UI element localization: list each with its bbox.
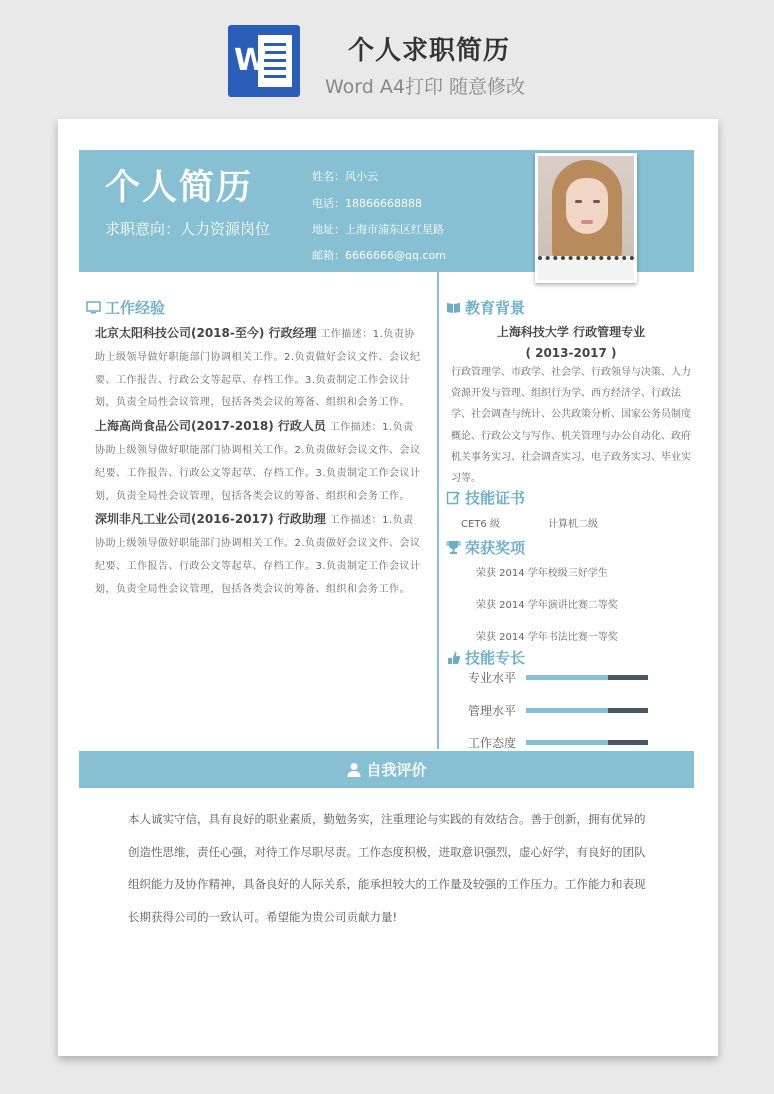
work-item bbox=[95, 322, 423, 415]
skill-bar bbox=[526, 708, 648, 713]
work-list bbox=[95, 322, 423, 602]
trophy-icon bbox=[446, 540, 461, 555]
cert-item: CET6 级 bbox=[461, 519, 500, 530]
award-item: 荣获 2014 学年校级三好学生 bbox=[476, 568, 608, 579]
resume-title: 个人简历 bbox=[105, 168, 254, 208]
edit-icon bbox=[446, 490, 461, 505]
info-email: 邮箱：6666666@qq.com bbox=[312, 249, 446, 262]
section-title-awards: 荣获奖项 bbox=[446, 537, 525, 558]
resume-page bbox=[58, 119, 718, 1056]
work-item bbox=[95, 508, 423, 601]
info-name: 姓名：风小云 bbox=[312, 170, 378, 183]
work-company: 北京太阳科技公司(2018-至今) 行政经理 bbox=[95, 326, 317, 340]
word-icon-letter: W bbox=[234, 43, 268, 78]
resume-header bbox=[79, 150, 694, 272]
skill-label: 管理水平 bbox=[468, 704, 517, 718]
section-title-education: 教育背景 bbox=[446, 297, 525, 318]
person-icon bbox=[346, 762, 362, 778]
skill-bar bbox=[526, 675, 648, 680]
skill-label: 工作态度 bbox=[468, 736, 517, 750]
award-item: 荣获 2014 学年演讲比赛二等奖 bbox=[476, 600, 618, 611]
monitor-icon bbox=[86, 300, 101, 315]
self-evaluation-text: 本人诚实守信，具有良好的职业素质，勤勉务实，注重理论与实践的有效结合。善于创新，拥有优异的创造性思维，责任心强，对待工作尽职尽责。工作态度积极，进取意识强烈，虚心好学，有良好的团队组织能力及协作精神，具备良好的人际关系，能承担较大的工作量及较强的工作压力。工作能力和表现长期获得公司的一致认可。希望能为贵公司贡献力量! bbox=[128, 812, 646, 924]
section-title-certs: 技能证书 bbox=[446, 487, 525, 508]
education-school: 上海科技大学 行政管理专业 ( 2013-2017 ) bbox=[446, 322, 696, 364]
section-title-skills: 技能专长 bbox=[446, 647, 525, 668]
info-address: 地址：上海市浦东区红星路 bbox=[312, 223, 444, 236]
hand-icon bbox=[446, 650, 461, 665]
job-intent: 求职意向：人力资源岗位 bbox=[105, 220, 271, 238]
book-icon bbox=[446, 300, 461, 315]
skill-bar bbox=[526, 740, 648, 745]
column-divider bbox=[437, 272, 439, 749]
info-phone: 电话：18866668888 bbox=[312, 197, 422, 210]
profile-photo bbox=[535, 153, 637, 283]
work-company: 深圳非凡工业公司(2016-2017) 行政助理 bbox=[95, 512, 326, 527]
education-years: ( 2013-2017 ) bbox=[525, 346, 617, 360]
word-app-icon bbox=[228, 25, 300, 97]
banner bbox=[0, 0, 774, 112]
skill-label: 专业水平 bbox=[468, 671, 517, 685]
work-desc: 工作描述：1.负责协助上级领导做好职能部门协调相关工作。2.负责做好会议文件、会议纪要、工作报告、行政公文等起草、存档工作。3.负责制定工作会议计划，负责全局性会议管理，包括各类会议的筹备、组织和会务工作。 bbox=[95, 329, 421, 409]
award-item: 荣获 2014 学年书法比赛一等奖 bbox=[476, 632, 618, 643]
work-desc: 工作描述：1.负责协助上级领导做好职能部门协调相关工作。2.负责做好会议文件、会议纪要、工作报告、行政公文等起草、存档工作。3.负责制定工作会议计划，负责全局性会议管理，包括各类会议的筹备、组织和会务工作。 bbox=[95, 515, 421, 595]
work-desc: 工作描述：1.负责协助上级领导做好职能部门协调相关工作。2.负责做好会议文件、会议纪要、工作报告、行政公文等起草、存档工作。3.负责制定工作会议计划，负责全局性会议管理，包括各类会议的筹备、组织和会务工作。 bbox=[95, 422, 421, 502]
banner-title: 个人求职简历 bbox=[348, 36, 511, 66]
education-courses: 行政管理学、市政学、社会学、行政领导与决策、人力资源开发与管理、组织行为学、西方经济学、行政法学、社会调查与统计、公共政策分析、国家公务员制度概论、行政公文与写作、机关管理与办公自动化、政府机关事务实习、社会调查实习、电子政务实习、毕业实习等。 bbox=[451, 367, 691, 485]
section-title-work: 工作经验 bbox=[86, 297, 165, 318]
work-item bbox=[95, 415, 423, 508]
section-title-self: 自我评价 bbox=[79, 751, 694, 788]
banner-subtitle: Word A4打印 随意修改 bbox=[325, 76, 526, 98]
cert-item: 计算机二级 bbox=[548, 519, 598, 530]
work-company: 上海高尚食品公司(2017-2018) 行政人员 bbox=[95, 419, 326, 434]
